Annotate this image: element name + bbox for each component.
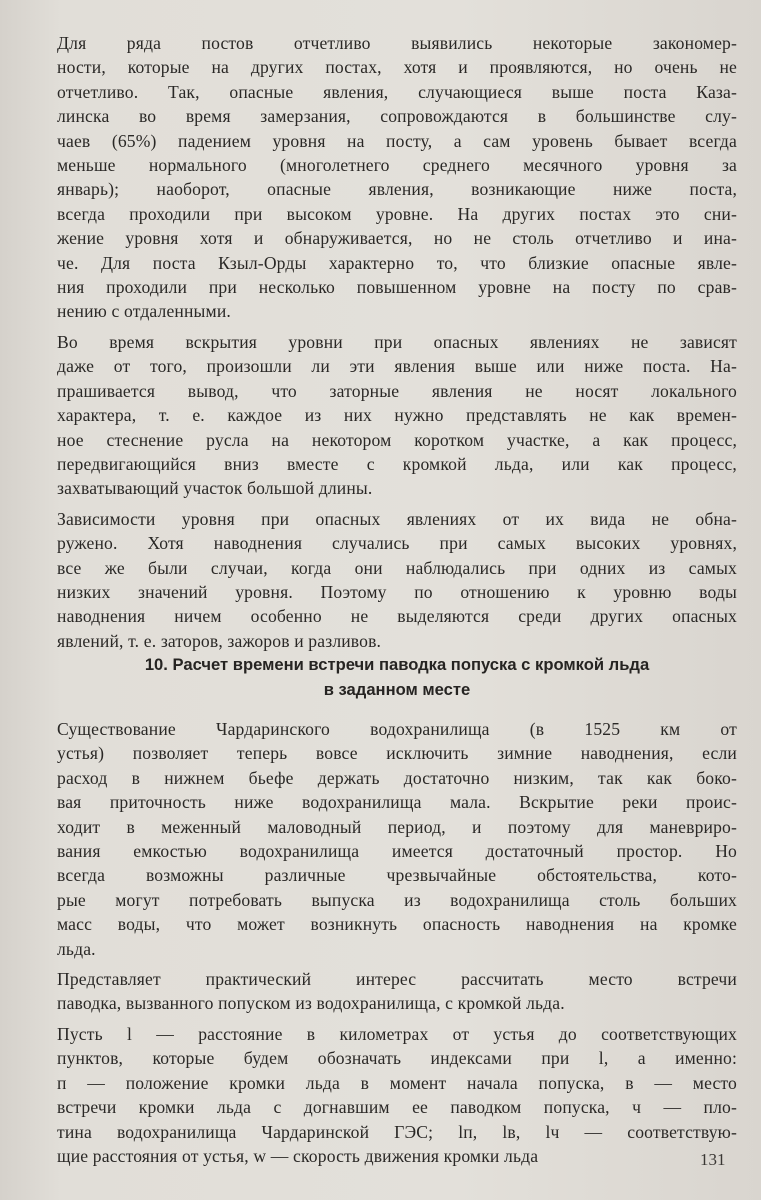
text-line: ния проходили при несколько повышенном уровне на посту по срав-: [57, 277, 737, 298]
text-line: вания емкостью водохранилища имеется достаточный простор. Но: [57, 841, 737, 862]
text-line: характера, т. е. каждое из них нужно представлять не как времен-: [57, 405, 737, 426]
text-line: Пусть l — расстояние в километрах от устья до соответствующих: [57, 1023, 737, 1044]
text-line: отчетливо. Так, опасные явления, случающиеся выше поста Каза-: [57, 81, 737, 102]
text-line: устья) позволяет теперь вовсе исключить зимние наводнения, если: [57, 743, 737, 764]
text-line: Во время вскрытия уровни при опасных явлениях не зависят: [57, 331, 737, 352]
section-heading-line-2: в заданном месте: [323, 680, 471, 699]
section-heading-line-1: 10. Расчет времени встречи паводка попуска с кромкой льда: [144, 655, 650, 674]
text-line: меньше нормального (многолетнего среднего месячного уровня за: [57, 155, 737, 176]
text-line: расход в нижнем бьефе держать достаточно низким, так как боко-: [57, 767, 737, 788]
text-line: Представляет практический интерес рассчитать место встречи: [57, 969, 737, 990]
text-block-bottom: [57, 717, 737, 1168]
section-heading: [57, 652, 737, 702]
text-line: масс воды, что может возникнуть опасность наводнения на кромке: [57, 914, 737, 935]
text-line: прашивается вывод, что заторные явления не носят локального: [57, 380, 737, 401]
text-line: жение уровня хотя и обнаруживается, но не столь отчетливо и ина-: [57, 228, 737, 249]
paragraph: [57, 717, 737, 961]
text-line: ности, которые на других постах, хотя и проявляются, но очень не: [57, 57, 737, 78]
text-line: ходит в меженный маловодный период, и поэтому для маневриро-: [57, 816, 737, 837]
paragraph: [57, 330, 737, 501]
paragraph: [57, 31, 737, 324]
text-line: паводка, вызванного попуском из водохранилища, с кромкой льда.: [57, 993, 565, 1014]
text-line: п — положение кромки льда в момент начала попуска, в — место: [57, 1072, 737, 1093]
text-line: Зависимости уровня при опасных явлениях от их вида не обна-: [57, 508, 737, 529]
text-block-top: [57, 31, 737, 653]
text-line: захватывающий участок большой длины.: [57, 478, 373, 499]
text-line: льда.: [57, 938, 96, 959]
text-line: низких значений уровня. Поэтому по отношению к уровню воды: [57, 581, 737, 602]
paragraph: [57, 507, 737, 653]
text-line: встречи кромки льда с догнавшим ее паводком попуска, ч — пло-: [57, 1097, 737, 1118]
text-line: чаев (65%) падением уровня на посту, а сам уровень бывает всегда: [57, 130, 737, 151]
text-line: даже от того, произошли ли эти явления выше или ниже поста. На-: [57, 356, 737, 377]
text-line: передвигающийся вниз вместе с кромкой льда, или как процесс,: [57, 453, 737, 474]
text-line: Для ряда постов отчетливо выявились некоторые закономер-: [57, 33, 737, 53]
text-line: январь); наоборот, опасные явления, возникающие ниже поста,: [57, 179, 737, 200]
page-number: 131: [700, 1150, 726, 1169]
text-line: линска во время замерзания, сопровождаются в большинстве слу-: [57, 106, 737, 127]
text-line: рые могут потребовать выпуска из водохранилища столь больших: [57, 889, 737, 910]
text-line: щие расстояния от устья, w — скорость движения кромки льда: [57, 1145, 539, 1166]
text-line: Существование Чардаринского водохранилища (в 1525 км от: [57, 719, 737, 739]
text-line: вая приточность ниже водохранилища мала. Вскрытие реки проис-: [57, 792, 737, 813]
text-line: ное стеснение русла на некотором коротком участке, а как процесс,: [57, 429, 737, 450]
text-line: нению с отдаленными.: [57, 301, 231, 322]
paragraph: [57, 1022, 737, 1168]
text-line: ружено. Хотя наводнения случались при самых высоких уровнях,: [57, 533, 737, 554]
text-line: наводнения ничем особенно не выделяются среди других опасных: [57, 606, 737, 627]
text-line: всегда возможны различные чрезвычайные обстоятельства, кото-: [57, 865, 737, 886]
text-line: явлений, т. е. заторов, зажоров и разливов.: [57, 630, 382, 651]
text-line: че. Для поста Кзыл-Орды характерно то, что близкие опасные явле-: [57, 252, 737, 273]
paragraph: [57, 967, 737, 1016]
text-line: все же были случаи, когда они наблюдались при одних из самых: [57, 557, 737, 578]
text-line: пунктов, которые будем обозначать индексами при l, а именно:: [57, 1048, 737, 1069]
text-line: всегда проходили при высоком уровне. На других постах это сни-: [57, 203, 737, 224]
text-line: тина водохранилища Чардаринской ГЭС; lп, lв, lч — соответствую-: [57, 1121, 737, 1142]
